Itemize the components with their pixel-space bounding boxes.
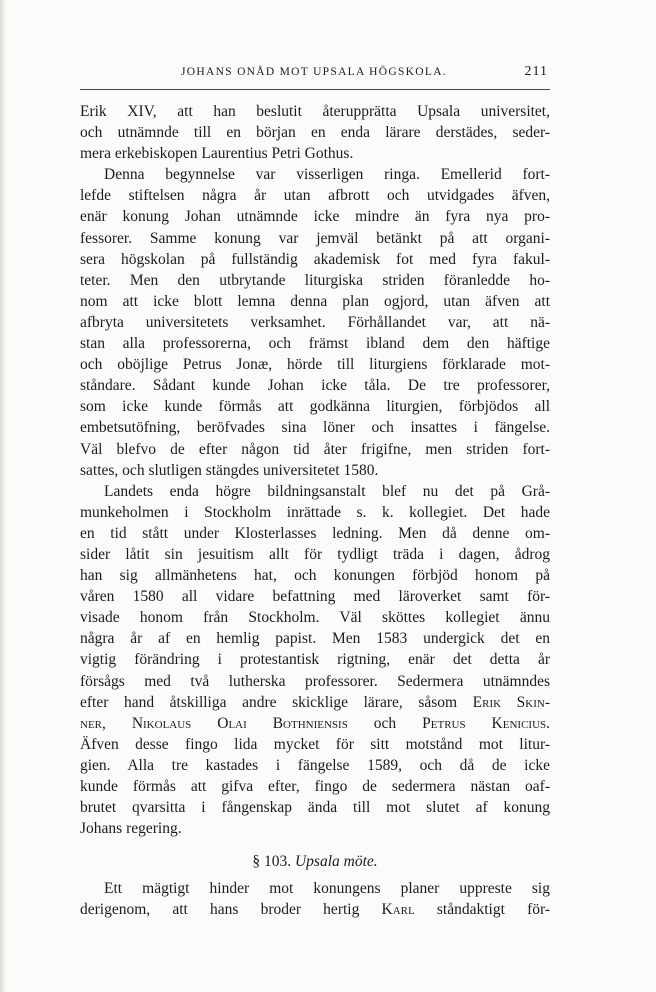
person-name: Petrus Kenicius. [422,714,551,732]
text-line: Erik XIV, att han beslutit återupprätta Upsala universitet, [80,103,550,120]
body-text [80,101,550,920]
text-line: en tid stått under Klosterlasses ledning. Men då denne om- [80,524,550,542]
text-line: han sig allmänhetens hat, och konungen förbjöd honom på [80,567,550,585]
text-line: sera högskolan på fullständig akademisk fot med fyra fakul- [80,250,550,268]
text-line [80,899,550,920]
section-title: Upsala möte. [294,853,378,871]
page-number: 211 [524,64,548,79]
text-line: Väl blefvo de efter någon tid åter frigifne, men striden fort- [80,440,550,458]
text-line: sider låtit sin jesuitism allt för tydligt träda i dagen, ådrog [80,545,550,563]
text-segment: derigenom, att hans broder hertig [80,901,360,919]
text-line: embetsutöfning, beröfvades sina löner och insattes i fängelse. [80,419,550,437]
text-line: och utnämnde till en början en enda lärare derstädes, seder- [80,124,550,142]
text-line: nom att icke blott lemna denna plan ogjord, utan äfven att [80,292,550,310]
text-line: Ett mägtigt hinder mot konungens planer uppreste sig [104,880,550,898]
person-name: ner [80,714,102,732]
text-line: kunde förmås att gifva efter, fingo de sedermera nästan oaf- [80,778,550,795]
text-segment: ståndaktigt för- [436,901,550,919]
text-line: visade honom från Stockholm. Väl sköttes kollegiet ännu [80,609,550,627]
text-line: och oböjlige Petrus Jonæ, hörde till liturgiens förklarade mot- [80,356,550,374]
text-line: sattes, och slutligen stängdes universitetet 1580. [80,461,379,479]
text-line: Denna begynnelse var visserligen ringa. Emellerid fort- [104,166,550,184]
text-line [80,692,550,713]
text-line: några år af en hemlig papist. Men 1583 undergick det en [80,630,550,648]
text-line: enär konung Johan utnämnde icke mindre än fyra nya pro- [80,208,550,226]
text-line: brutet qvarsitta i fångenskap ända till mot slutet af konung [80,799,550,817]
scan-edge-shadow [0,0,6,992]
text-line: ståndare. Sådant kunde Johan icke tåla. De tre professorer, [80,377,550,395]
text-segment: och [373,714,397,732]
running-title: JOHANS ONÅD MOT UPSALA HÖGSKOLA. [181,66,447,78]
text-segment: efter hand åtskilliga andre skicklige lärare, såsom [80,693,458,711]
text-line: Johans regering. [80,820,182,838]
running-head [80,64,548,84]
text-line: som icke kunde förmås att godkänna liturgien, förbjödos all [80,398,550,416]
section-number: § 103. [252,853,292,871]
text-line: försågs med två lutherska professorer. Sedermera utnämndes [80,672,550,690]
text-line: lefde stiftelsen några år utan afbrott och utvidgades äfven, [80,187,550,205]
text-line: Landets enda högre bildningsanstalt blef nu det på Grå- [104,482,550,500]
text-line: munkeholmen i Stockholm inrättade s. k. kollegiet. Det hade [80,503,550,521]
text-line: gien. Alla tre kastades i fängelse 1589, och då de icke [80,756,550,774]
text-line: ner, Nikolaus Olai Bothniensis och Petrus Kenicius. [80,714,551,732]
person-name: Erik Skin- [472,693,550,711]
text-line: mera erkebiskopen Laurentius Petri Gothus. [80,145,354,163]
header-rule [80,89,550,90]
text-line: teter. Men den utbrytande liturgiska striden föranledde ho- [80,271,550,289]
text-line: fessorer. Samme konung var jemväl betänkt på att organi- [80,229,550,247]
text-line: afbryta universitetets verksamhet. Förhållandet var, att nä- [80,313,550,331]
text-line: vigtig förändring i protestantisk rigtning, enär det detta år [80,651,550,669]
text-line: Äfven desse fingo lida mycket för sitt motstånd mot litur- [80,735,550,753]
section-heading [80,845,550,878]
person-name: Karl [381,901,415,919]
text-line: våren 1580 all vidare befattning med läroverket samt för- [80,588,550,606]
person-name: Nikolaus Olai Bothniensis [131,714,348,732]
text-line: stan alla professorerna, och främst ibland dem den häftige [80,335,550,353]
